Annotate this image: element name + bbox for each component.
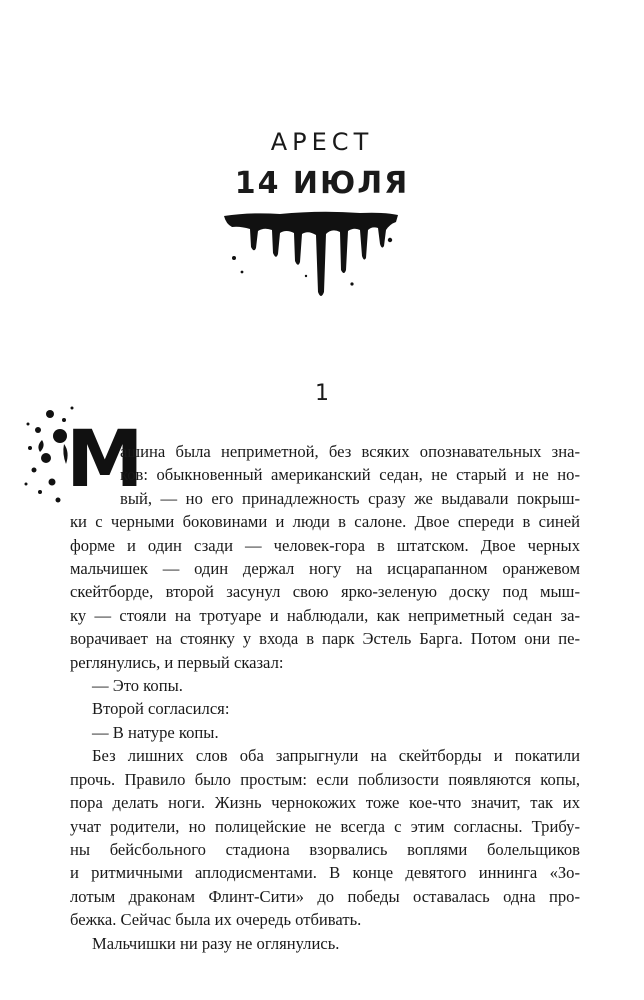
text-line: и ритмичными аплодисментами. В конце девятого иннинга «Зо- [70,863,580,883]
text-line: вый, — но его принадлежность сразу же выдавали покрыш- [120,488,580,508]
chapter-date-title: 14 ИЮЛЯ [234,166,410,201]
ink-drip-band [224,212,398,296]
closing-line: Мальчишки ни разу не оглянулись. [92,933,340,953]
text-line: ки с черными боковинами и люди в салоне. Двое спереди в синей [70,512,580,532]
dialog-line: — Это копы. [92,676,183,696]
dialog-line: — В натуре копы. [92,722,219,742]
text-line: ку — стояли на тротуаре и наблюдали, как неприметный седан за- [70,605,580,625]
text-line: ашина была неприметной, без всяких опознавательных зна- [120,442,580,461]
body-text [70,440,580,955]
text-line: учат родители, но полицейские не всегда с этим согласны. Трибу- [70,816,580,836]
text-line: ворачивает на стоянку у входа в парк Эстель Барга. Потом они пе- [70,629,580,649]
narration-line: Второй согласился: [92,699,230,719]
text-line: лотым драконам Флинт-Сити» до победы оставалась одна про- [70,886,580,906]
text-line: бежка. Сейчас была их очередь отбивать. [70,910,362,930]
section-number: 1 [315,381,329,406]
drop-cap-letter: М [66,415,144,505]
text-line: ков: обыкновенный американский седан, не старый и не но- [120,465,580,485]
text-line: Без лишних слов оба запрыгнули на скейтборды и покатили [92,746,580,766]
ink-drip-ornament [220,200,400,305]
text-line: пора делать ноги. Жизнь чернокожих тоже кое-что значит, так их [70,793,580,813]
part-label: АРЕСТ [270,128,374,156]
text-line: форме и один сзади — человек-гора в штатском. Двое черных [70,535,580,555]
text-line: ны бейсбольного стадиона взорвались воплями болельщиков [70,839,580,859]
text-line: прочь. Правило было простым: если поблизости появляются копы, [70,769,580,789]
text-line: реглянулись, и первый сказал: [70,652,284,672]
text-line: мальчишек — один держал ногу на исцарапанном оранжевом [70,559,580,579]
text-line: скейтборде, второй засунул свою ярко-зеленую доску под мыш- [70,582,580,602]
